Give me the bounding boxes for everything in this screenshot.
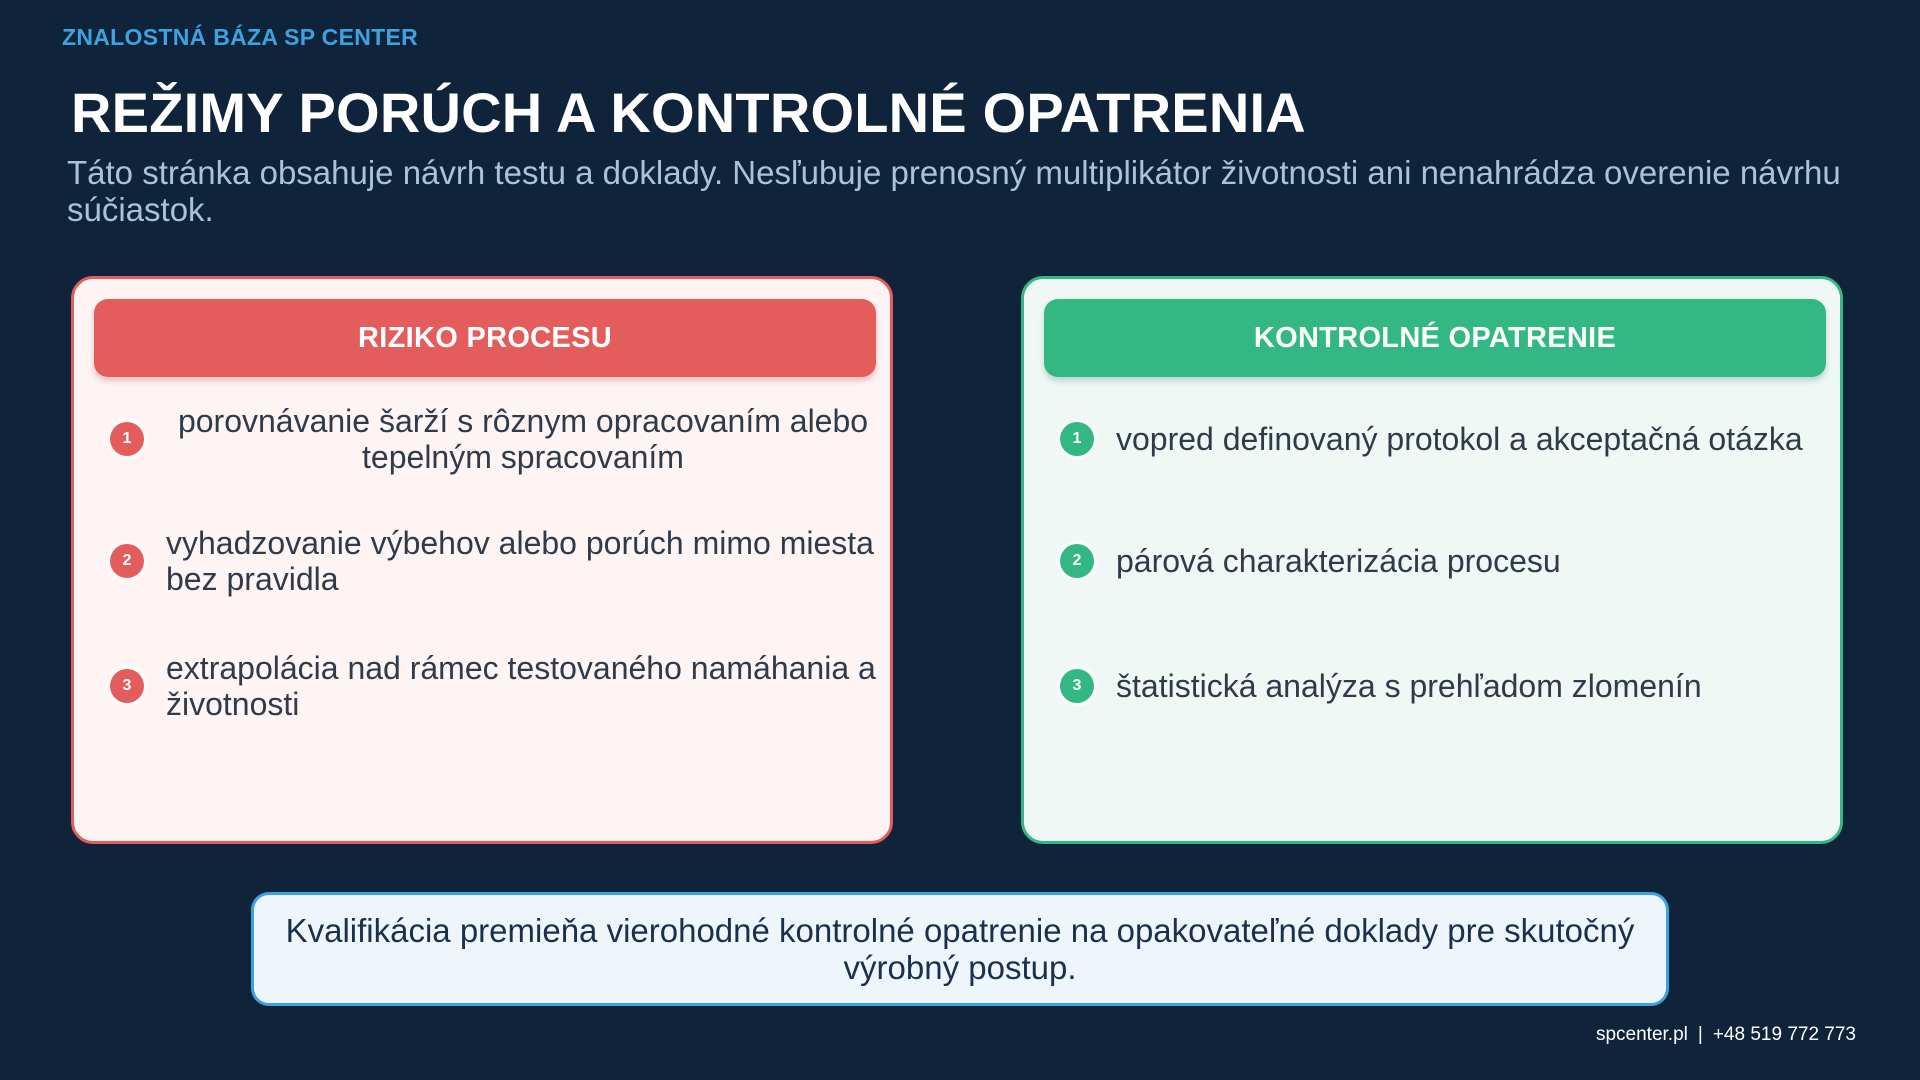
risk-item-text: porovnávanie šarží s rôznym opracovaním alebo tepelným spracovaním [177,403,869,475]
kicker-label: ZNALOSTNÁ BÁZA SP CENTER [62,24,419,50]
control-item-text: párová charakterizácia procesu [1116,543,1561,579]
summary-text: Kvalifikácia premieňa vierohodné kontrolné opatrenie na opakovateľné doklady pre skutočný výrobný postup. [285,912,1635,986]
risk-panel [71,276,893,844]
page-title: REŽIMY PORÚCH A KONTROLNÉ OPATRENIA [71,81,1306,144]
risk-item-text: vyhadzovanie výbehov alebo porúch mimo miesta bez pravidla [166,525,874,597]
control-item-3 [1060,668,1830,704]
control-item-text: vopred definovaný protokol a akceptačná otázka [1116,421,1803,457]
number-badge: 3 [110,669,144,703]
risk-item-3 [110,650,880,722]
number-badge: 1 [110,422,144,456]
summary-callout [251,892,1669,1006]
control-panel [1021,276,1843,844]
risk-item-1 [110,403,880,475]
number-badge: 2 [110,544,144,578]
contact-separator: | [1697,1024,1703,1045]
control-item-2 [1060,543,1830,579]
control-item-text: štatistická analýza s prehľadom zlomenín [1116,668,1702,704]
contact-info [1596,1024,1856,1046]
number-badge: 2 [1060,544,1094,578]
number-badge: 3 [1060,669,1094,703]
page-subtitle: Táto stránka obsahuje návrh testu a doklady. Nesľubuje prenosný multiplikátor životnosti ani nenahrádza overenie návrhu súčiastok. [67,154,1841,228]
control-item-1 [1060,421,1830,457]
risk-item-2 [110,525,880,597]
phone-number[interactable]: +48 519 772 773 [1712,1024,1856,1045]
website-link[interactable]: spcenter.pl [1595,1024,1688,1045]
risk-item-text: extrapolácia nad rámec testovaného namáhania a životnosti [166,650,876,722]
number-badge: 1 [1060,422,1094,456]
risk-panel-heading: RIZIKO PROCESU [94,299,876,377]
control-panel-heading: KONTROLNÉ OPATRENIE [1044,299,1826,377]
